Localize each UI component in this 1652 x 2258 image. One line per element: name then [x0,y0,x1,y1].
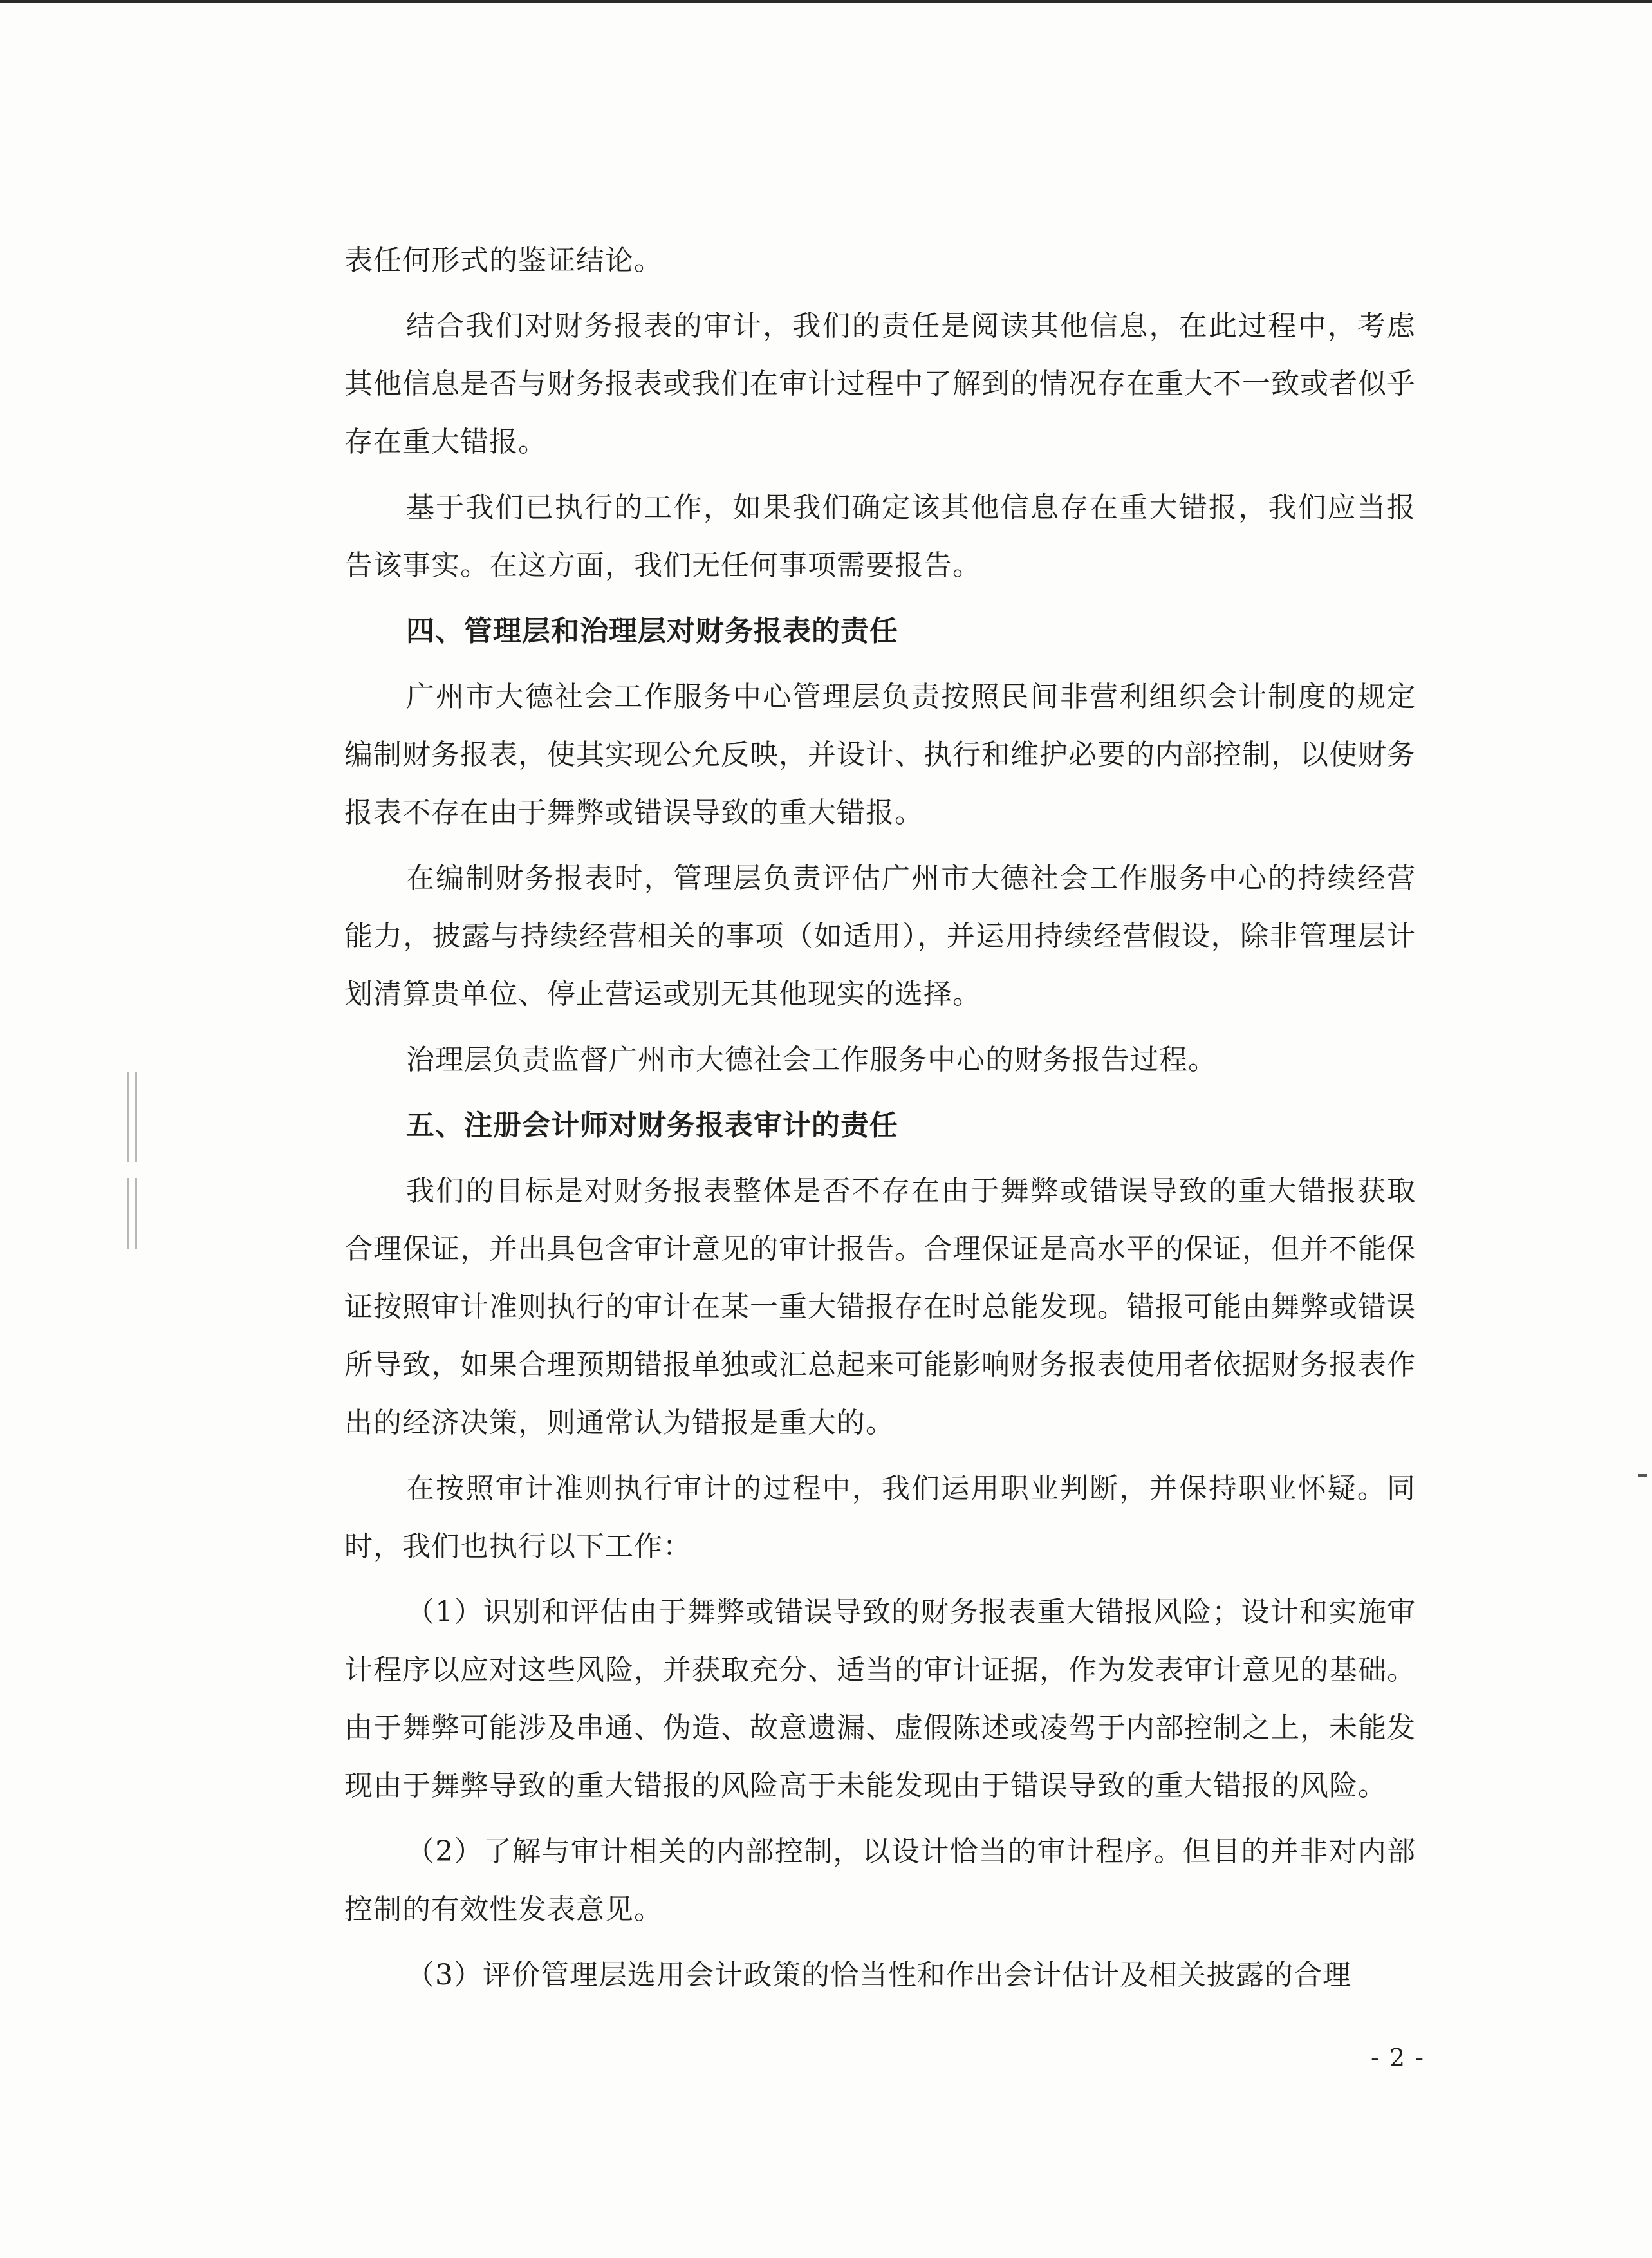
scan-mark-left-3 [127,1178,129,1249]
scan-mark-right [1638,1474,1647,1477]
list-item-1: （1）识别和评估由于舞弊或错误导致的财务报表重大错报风险；设计和实施审计程序以应对这些风险，并获取充分、适当的审计证据，作为发表审计意见的基础。由于舞弊可能涉及串通、伪造、故意遗漏、虚假陈述或凌驾于内部控制之上，未能发现由于舞弊导致的重大错报的风险高于未能发现由于错误导致的重大错报的风险。 [344,1596,1416,1802]
paragraph-no-matter-to-report: 基于我们已执行的工作，如果我们确定该其他信息存在重大错报，我们应当报告该事实。在这方面，我们无任何事项需要报告。 [344,491,1416,582]
paragraph-other-info-responsibility: 结合我们对财务报表的审计，我们的责任是阅读其他信息，在此过程中，考虑其他信息是否与财务报表或我们在审计过程中了解到的情况存在重大不一致或者似乎存在重大错报。 [344,310,1416,458]
page-number: - 2 - [1371,2044,1425,2072]
top-edge-rule [0,0,1652,3]
list-item-3: （3）评价管理层选用会计政策的恰当性和作出会计估计及相关披露的合理 [406,1959,1351,1992]
paragraph-governance-oversight: 治理层负责监督广州市大德社会工作服务中心的财务报告过程。 [406,1043,1217,1076]
list-item-2: （2）了解与审计相关的内部控制，以设计恰当的审计程序。但目的并非对内部控制的有效性发表意见。 [344,1835,1416,1926]
paragraph-continuation: 表任何形式的鉴证结论。 [344,244,663,277]
scan-mark-left-1 [127,1072,129,1162]
section-heading-5: 五、注册会计师对财务报表审计的责任 [406,1109,898,1142]
paragraph-audit-objective: 我们的目标是对财务报表整体是否不存在由于舞弊或错误导致的重大错报获取合理保证，并出具包含审计意见的审计报告。合理保证是高水平的保证，但并不能保证按照审计准则执行的审计在某一重大错报存在时总能发现。错报可能由舞弊或错误所导致，如果合理预期错报单独或汇总起来可能影响财务报表使用者依据财务报表作出的经济决策，则通常认为错报是重大的。 [344,1175,1416,1439]
section-heading-4: 四、管理层和治理层对财务报表的责任 [406,615,898,648]
document-body [344,232,1416,2012]
paragraph-going-concern: 在编制财务报表时，管理层负责评估广州市大德社会工作服务中心的持续经营能力，披露与持续经营相关的事项（如适用），并运用持续经营假设，除非管理层计划清算贵单位、停止营运或别无其他现实的选择。 [344,862,1416,1011]
scan-mark-left-2 [135,1072,137,1162]
paragraph-management-responsibility: 广州市大德社会工作服务中心管理层负责按照民间非营利组织会计制度的规定编制财务报表，使其实现公允反映，并设计、执行和维护必要的内部控制，以使财务报表不存在由于舞弊或错误导致的重大错报。 [344,680,1416,829]
paragraph-professional-judgment: 在按照审计准则执行审计的过程中，我们运用职业判断，并保持职业怀疑。同时，我们也执行以下工作： [344,1472,1416,1563]
scan-mark-left-4 [135,1178,137,1249]
